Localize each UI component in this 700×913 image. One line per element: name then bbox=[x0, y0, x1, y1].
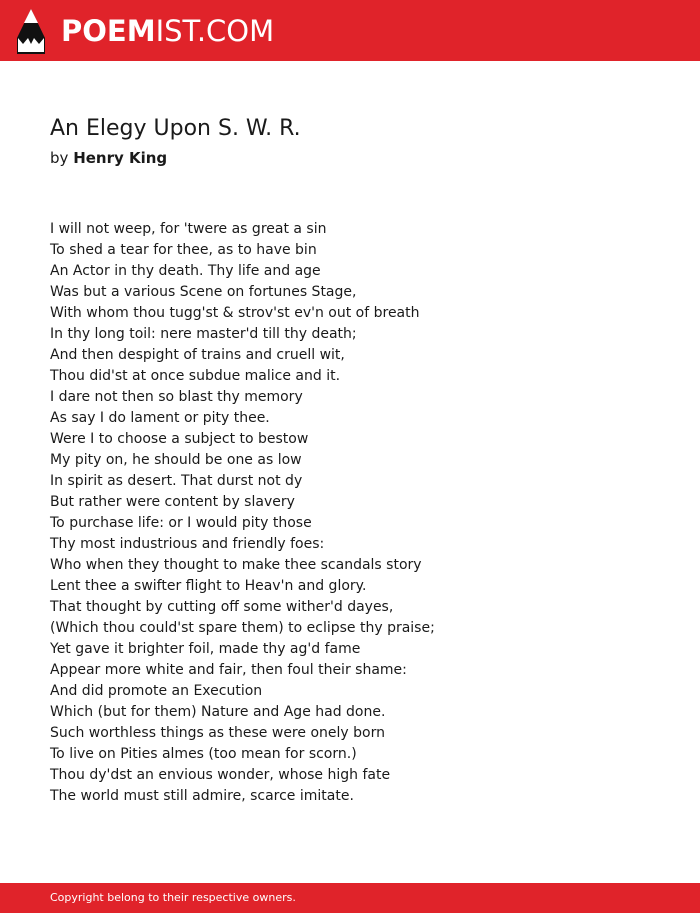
poem-line: Appear more white and fair, then foul their shame: bbox=[50, 662, 407, 678]
poem-line: I will not weep, for 'twere as great a sin bbox=[50, 221, 327, 237]
site-logo[interactable] bbox=[16, 8, 274, 54]
poem-body bbox=[50, 219, 435, 807]
logo-text-light: IST.COM bbox=[155, 14, 275, 48]
poem-line: Which (but for them) Nature and Age had done. bbox=[50, 704, 386, 720]
footer-copyright: Copyright belong to their respective owners. bbox=[50, 891, 296, 904]
poem-line: My pity on, he should be one as low bbox=[50, 452, 302, 468]
poem-line: Such worthless things as these were onely born bbox=[50, 725, 385, 741]
poem-line: Thou dy'dst an envious wonder, whose high fate bbox=[50, 767, 391, 783]
poem-author: Henry King bbox=[73, 149, 168, 167]
poem-line: And then despight of trains and cruell wit, bbox=[50, 347, 345, 363]
poem-title: An Elegy Upon S. W. R. bbox=[50, 116, 301, 141]
poem-line: Was but a various Scene on fortunes Stage, bbox=[50, 284, 357, 300]
poem-line: And did promote an Execution bbox=[50, 683, 263, 699]
poem-byline bbox=[50, 149, 167, 167]
pencil-tip-icon bbox=[16, 8, 46, 54]
poem-line: To purchase life: or I would pity those bbox=[50, 515, 312, 531]
poem-line: In thy long toil: nere master'd till thy death; bbox=[50, 326, 357, 342]
poem-line: But rather were content by slavery bbox=[50, 494, 295, 510]
byline-label: by bbox=[50, 149, 69, 167]
poem-line: The world must still admire, scarce imitate. bbox=[50, 788, 354, 804]
poem-line: To shed a tear for thee, as to have bin bbox=[50, 242, 317, 258]
poem-line: That thought by cutting off some wither'd dayes, bbox=[50, 599, 394, 615]
poem-line: Thou did'st at once subdue malice and it. bbox=[50, 368, 341, 384]
poem-line: Yet gave it brighter foil, made thy ag'd fame bbox=[50, 641, 361, 657]
poem-line: Lent thee a swifter flight to Heav'n and glory. bbox=[50, 578, 367, 594]
poem-line: Who when they thought to make thee scandals story bbox=[50, 557, 422, 573]
poem-line: As say I do lament or pity thee. bbox=[50, 410, 270, 426]
poem-line: To live on Pities almes (too mean for scorn.) bbox=[50, 746, 357, 762]
poem-line: In spirit as desert. That durst not dy bbox=[50, 473, 303, 489]
poem-line: Were I to choose a subject to bestow bbox=[50, 431, 309, 447]
poem-line: An Actor in thy death. Thy life and age bbox=[50, 263, 321, 279]
poem-line: With whom thou tugg'st & strov'st ev'n out of breath bbox=[50, 305, 420, 321]
site-logo-text bbox=[61, 8, 274, 54]
site-header bbox=[0, 0, 700, 61]
logo-text-bold: POEM bbox=[61, 14, 156, 48]
poem-line: Thy most industrious and friendly foes: bbox=[50, 536, 325, 552]
poem-line: (Which thou could'st spare them) to eclipse thy praise; bbox=[50, 620, 435, 636]
poem-line: I dare not then so blast thy memory bbox=[50, 389, 303, 405]
site-footer bbox=[0, 883, 700, 913]
